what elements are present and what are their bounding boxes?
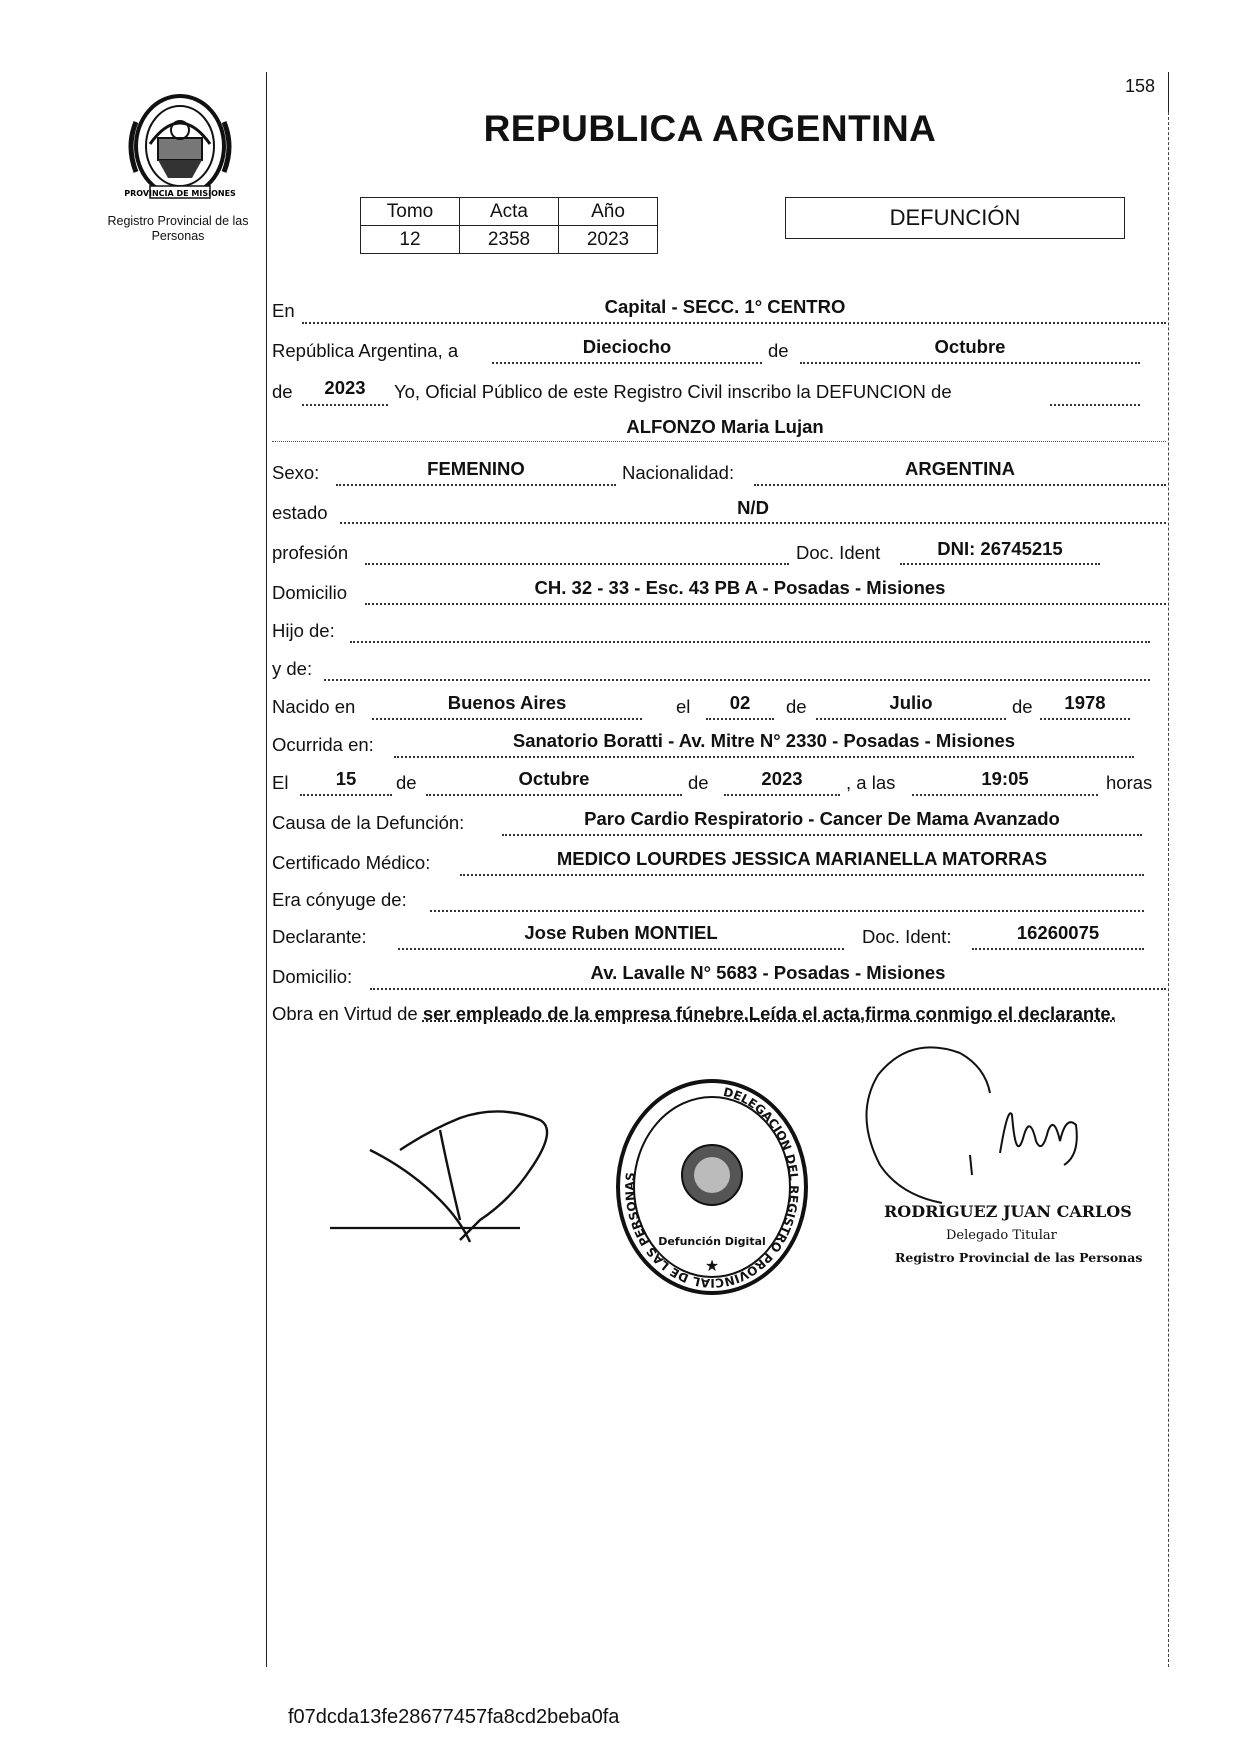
death-month-value: Octubre: [518, 768, 590, 789]
sexo-value: FEMENINO: [427, 458, 525, 479]
document-type-box: DEFUNCIÓN: [785, 197, 1125, 239]
profesion-line: [365, 563, 789, 565]
a-las-label: , a las: [846, 772, 896, 793]
month-line: [800, 362, 1140, 364]
left-margin-line: [266, 72, 267, 1667]
certificado-line: [460, 874, 1144, 876]
tomo-acta-ano-table: [360, 197, 658, 254]
day-words-value: Dieciocho: [582, 336, 672, 357]
de-label: de: [768, 340, 789, 361]
day-words-line: [492, 362, 762, 364]
death-el-label: El: [272, 772, 289, 793]
table-header-acta: Acta: [460, 198, 559, 226]
death-de2-label: de: [688, 772, 709, 793]
y-de-label: y de:: [272, 658, 313, 679]
declarante-doc-label: Doc. Ident:: [862, 926, 952, 947]
registry-stamp: [612, 1075, 812, 1295]
declarant-signature: [330, 1110, 570, 1250]
republica-label: República Argentina, a: [272, 340, 459, 361]
domicilio-value: CH. 32 - 33 - Esc. 43 PB A - Posadas - Misiones: [534, 577, 946, 598]
decl-domicilio-value: Av. Lavalle N° 5683 - Posadas - Misiones: [590, 962, 946, 983]
tomo-value: 12: [361, 226, 460, 254]
right-margin-line-top: [1168, 72, 1169, 112]
inscribo-text: Yo, Oficial Público de este Registro Civil inscribo la DEFUNCION de: [394, 381, 952, 402]
death-de1-label: de: [396, 772, 417, 793]
deceased-name-line: [272, 441, 1166, 442]
nacido-line: [372, 718, 642, 720]
sexo-label: Sexo:: [272, 462, 320, 483]
birth-el-label: el: [676, 696, 691, 717]
deceased-name: ALFONZO Maria Lujan: [626, 416, 824, 437]
declarante-doc-value: 16260075: [1016, 922, 1100, 943]
acta-value: 2358: [460, 226, 559, 254]
certificado-label: Certificado Médico:: [272, 852, 431, 873]
death-year-line: [724, 794, 840, 796]
nacionalidad-label: Nacionalidad:: [622, 462, 735, 483]
officer-name: RODRIGUEZ JUAN CARLOS: [884, 1202, 1132, 1221]
declarante-doc-line: [972, 948, 1144, 950]
death-year-value: 2023: [761, 768, 803, 789]
year-value: 2023: [324, 377, 366, 398]
nacido-label: Nacido en: [272, 696, 356, 717]
birth-de1-label: de: [786, 696, 807, 717]
causa-line: [502, 834, 1142, 836]
registry-label: Registro Provincial de las Personas: [107, 214, 249, 243]
obra-en-virtud-paragraph: [272, 1000, 1167, 1028]
doc-ident-line: [900, 563, 1100, 565]
death-day-value: 15: [335, 768, 357, 789]
year-label: de: [272, 381, 293, 402]
estado-line: [340, 522, 1166, 524]
conyuge-line: [430, 910, 1144, 912]
decl-domicilio-label: Domicilio:: [272, 966, 353, 987]
birth-year-value: 1978: [1064, 692, 1106, 713]
place-value: Capital - SECC. 1° CENTRO: [604, 296, 846, 317]
doc-ident-label: Doc. Ident: [796, 542, 881, 563]
death-time-line: [912, 794, 1098, 796]
misiones-emblem: [120, 82, 240, 202]
year-line: [302, 404, 388, 406]
nacionalidad-line: [754, 484, 1166, 486]
sexo-line: [336, 484, 616, 486]
estado-label: estado: [272, 502, 328, 523]
obra-label: Obra en Virtud de: [272, 1003, 418, 1024]
ano-value: 2023: [559, 226, 658, 254]
ocurrida-line: [394, 756, 1134, 758]
declarante-label: Declarante:: [272, 926, 367, 947]
death-month-line: [426, 794, 682, 796]
domicilio-label: Domicilio: [272, 582, 348, 603]
officer-signature: [850, 1045, 1110, 1215]
birth-day-value: 02: [729, 692, 751, 713]
death-time-value: 19:05: [981, 768, 1029, 789]
birth-day-line: [706, 718, 774, 720]
officer-registry: Registro Provincial de las Personas: [895, 1250, 1143, 1265]
birth-month-line: [816, 718, 1006, 720]
decl-domicilio-line: [370, 988, 1166, 990]
domicilio-line: [365, 603, 1166, 605]
ocurrida-value: Sanatorio Boratti - Av. Mitre N° 2330 - Posadas - Misiones: [512, 730, 1016, 751]
hijo-line: [350, 641, 1150, 643]
profesion-label: profesión: [272, 542, 349, 563]
birth-de2-label: de: [1012, 696, 1033, 717]
declarante-line: [398, 948, 844, 950]
place-line: [302, 322, 1166, 324]
birth-month-value: Julio: [889, 692, 933, 713]
estado-value: N/D: [737, 497, 769, 518]
officer-title: Delegado Titular: [946, 1228, 1057, 1243]
stamp-inner-text: Defunción Digital: [658, 1235, 766, 1248]
death-day-line: [300, 794, 392, 796]
causa-label: Causa de la Defunción:: [272, 812, 465, 833]
nacionalidad-value: ARGENTINA: [905, 458, 1015, 479]
emblem-text: PROVINCIA DE MISIONES: [124, 189, 236, 198]
y-de-line: [324, 679, 1150, 681]
nacido-value: Buenos Aires: [447, 692, 567, 713]
causa-value: Paro Cardio Respiratorio - Cancer De Mama Avanzado: [584, 808, 1060, 829]
table-header-tomo: Tomo: [361, 198, 460, 226]
inscribo-line: [1050, 404, 1140, 406]
month-value: Octubre: [934, 336, 1006, 357]
ocurrida-label: Ocurrida en:: [272, 734, 374, 755]
hijo-label: Hijo de:: [272, 620, 335, 641]
horas-label: horas: [1106, 772, 1153, 793]
declarante-value: Jose Ruben MONTIEL: [524, 922, 718, 943]
table-header-ano: Año: [559, 198, 658, 226]
stamp-ring-text: DELEGACION DEL REGISTRO PROVINCIAL DE LAS PERSONAS: [622, 1084, 802, 1291]
right-margin-line: [1168, 72, 1169, 1667]
obra-text: ser empleado de la empresa fúnebre.Leída el acta,firma conmigo el declarante.: [422, 1003, 1116, 1024]
certificado-value: MEDICO LOURDES JESSICA MARIANELLA MATORRAS: [556, 848, 1048, 869]
doc-ident-value: DNI: 26745215: [937, 538, 1063, 559]
document-title: REPUBLICA ARGENTINA: [483, 108, 937, 149]
document-hash: f07dcda13fe28677457fa8cd2beba0fa: [288, 1706, 620, 1728]
birth-year-line: [1040, 718, 1130, 720]
en-label: En: [272, 300, 295, 321]
page-number: 158: [1125, 76, 1156, 96]
conyuge-label: Era cónyuge de:: [272, 889, 407, 910]
star-icon: ★: [704, 1258, 720, 1275]
